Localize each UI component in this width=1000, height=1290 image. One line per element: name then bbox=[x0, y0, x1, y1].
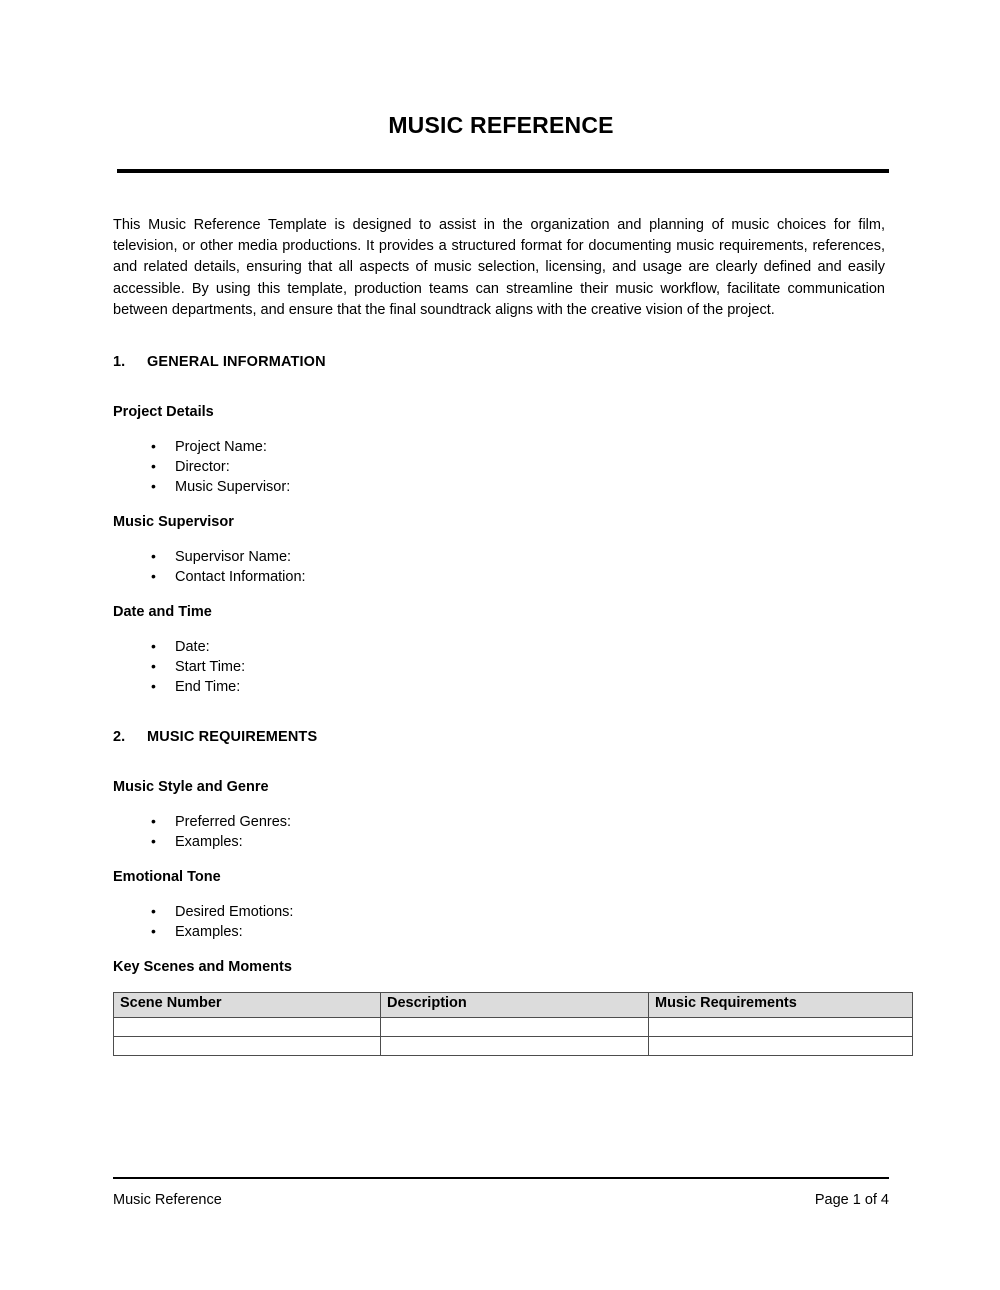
list-item: • Desired Emotions: bbox=[113, 902, 889, 922]
table-cell-description[interactable] bbox=[381, 1017, 649, 1036]
list-item: • Examples: bbox=[113, 922, 889, 942]
subheading-key-scenes-and-moments: Key Scenes and Moments bbox=[113, 958, 292, 975]
intro-paragraph: This Music Reference Template is designed to assist in the organization and planning of music choices for film, television, or other media productions. It provides a structured format for documenting music requirements, references, and related details, ensuring that all aspects of music selection, licensing, and usage are clearly defined and easily accessible. By using this template, production teams can streamline their music workflow, facilitate communication between departments, and ensure that the final soundtrack aligns with the creative vision of the project. bbox=[113, 216, 885, 319]
list-item: • Date: bbox=[113, 637, 889, 657]
spacer bbox=[113, 745, 889, 779]
section-number: 1. bbox=[113, 353, 126, 370]
spacer bbox=[113, 587, 889, 604]
list-emotional-tone bbox=[113, 902, 889, 942]
list-music-supervisor bbox=[113, 547, 889, 587]
table-cell-scene-number[interactable] bbox=[114, 1036, 381, 1055]
list-date-and-time bbox=[113, 637, 889, 697]
table-column-header-music-requirements: Music Requirements bbox=[649, 992, 913, 1017]
subheading-date-and-time: Date and Time bbox=[113, 603, 212, 620]
list-item: • Examples: bbox=[113, 832, 889, 852]
table-cell-description[interactable] bbox=[381, 1036, 649, 1055]
table-cell-music-requirements[interactable] bbox=[649, 1017, 913, 1036]
spacer bbox=[113, 322, 889, 354]
table-row bbox=[114, 1017, 913, 1036]
section-title: GENERAL INFORMATION bbox=[147, 353, 326, 370]
page-title: MUSIC REFERENCE bbox=[388, 112, 614, 138]
spacer bbox=[113, 942, 889, 959]
spacer bbox=[113, 497, 889, 514]
list-item: • End Time: bbox=[113, 677, 889, 697]
section-number: 2. bbox=[113, 728, 126, 745]
footer-page-number: Page 1 of 4 bbox=[814, 1192, 889, 1208]
table-cell-scene-number[interactable] bbox=[114, 1017, 381, 1036]
list-item: • Project Name: bbox=[113, 437, 889, 457]
table-column-header-description: Description bbox=[381, 992, 649, 1017]
list-item: • Supervisor Name: bbox=[113, 547, 889, 567]
list-item: • Contact Information: bbox=[113, 567, 889, 587]
subheading-emotional-tone: Emotional Tone bbox=[113, 868, 221, 885]
spacer bbox=[113, 697, 889, 729]
list-project-details bbox=[113, 437, 889, 497]
footer-document-name: Music Reference bbox=[113, 1192, 222, 1208]
list-item: • Preferred Genres: bbox=[113, 812, 889, 832]
spacer bbox=[113, 885, 889, 902]
table-header-row bbox=[114, 992, 913, 1017]
spacer bbox=[113, 420, 889, 437]
section-title: MUSIC REQUIREMENTS bbox=[147, 728, 318, 745]
list-item: • Music Supervisor: bbox=[113, 477, 889, 497]
list-item: • Start Time: bbox=[113, 657, 889, 677]
section-heading-general-information bbox=[113, 354, 889, 370]
spacer bbox=[113, 620, 889, 637]
document-content bbox=[113, 0, 889, 1056]
list-music-style-and-genre bbox=[113, 812, 889, 852]
subheading-project-details: Project Details bbox=[113, 403, 214, 420]
page-footer bbox=[113, 1177, 889, 1208]
spacer bbox=[113, 370, 889, 404]
subheading-music-supervisor: Music Supervisor bbox=[113, 513, 234, 530]
spacer bbox=[113, 795, 889, 812]
table-column-header-scene-number: Scene Number bbox=[114, 992, 381, 1017]
footer-row bbox=[113, 1179, 889, 1208]
table-row bbox=[114, 1036, 913, 1055]
spacer bbox=[113, 530, 889, 547]
subheading-music-style-and-genre: Music Style and Genre bbox=[113, 778, 269, 795]
spacer bbox=[113, 852, 889, 869]
section-heading-music-requirements bbox=[113, 729, 889, 745]
list-item: • Director: bbox=[113, 457, 889, 477]
table-cell-music-requirements[interactable] bbox=[649, 1036, 913, 1055]
scene-requirements-table bbox=[113, 992, 913, 1056]
